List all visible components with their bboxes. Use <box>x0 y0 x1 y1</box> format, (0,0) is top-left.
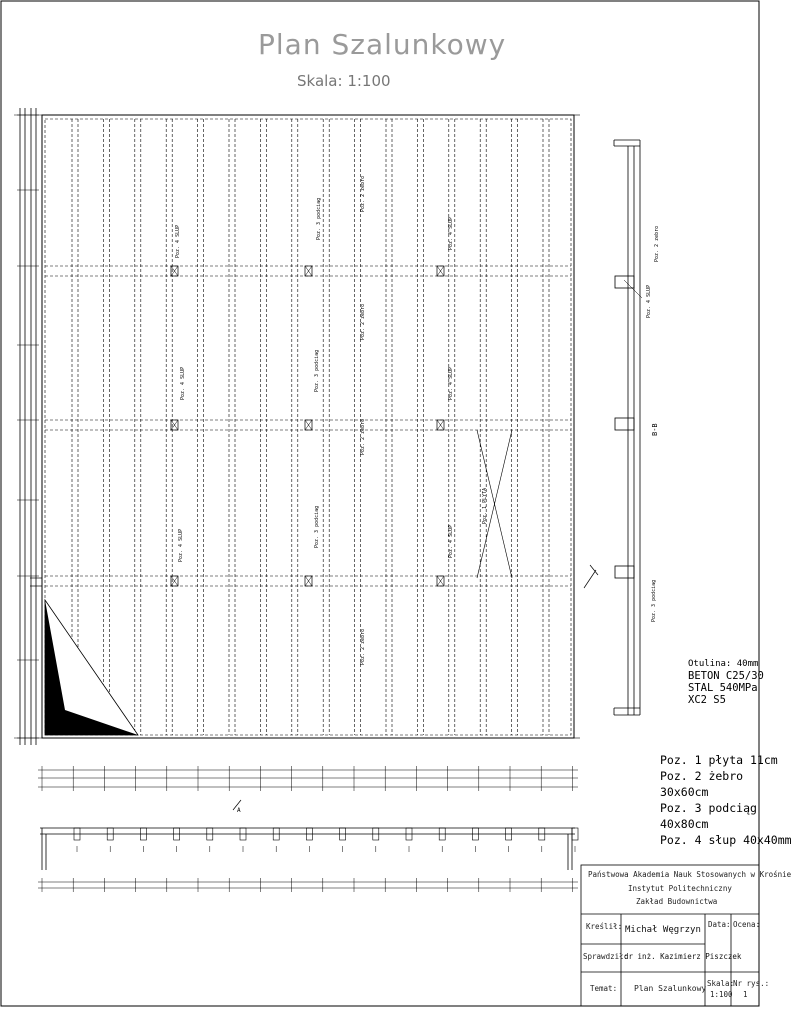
position-list <box>660 752 792 848</box>
drawn-by-label: Kreślił: <box>586 922 623 931</box>
steel-note: STAL 540MPa <box>688 682 758 694</box>
plan-label: Poz. 2 zebro <box>360 303 366 340</box>
rib-lines <box>72 119 549 735</box>
department-name: Zakład Budownictwa <box>636 897 718 906</box>
material-notes <box>688 658 764 706</box>
plan-label: Poz. 3 podciag <box>316 197 322 240</box>
scale-label: Skala: 1:100 <box>297 72 391 90</box>
section-b-b <box>614 140 660 715</box>
section-label: B-B <box>651 423 659 436</box>
exposure-note: XC2 S5 <box>688 694 726 706</box>
plan-label: Poz. 4 SLUP <box>178 528 184 562</box>
drawing-number-value: 1 <box>743 990 748 999</box>
section-a-a <box>38 766 578 892</box>
position-item: 40x80cm <box>660 817 709 831</box>
drawing-number-label: Nr rys.: <box>733 979 770 988</box>
sheet-border <box>1 1 759 1006</box>
subject-value: Plan Szalunkowy <box>634 984 707 993</box>
plan-label: Poz. 4 SLUP <box>175 224 181 258</box>
plan-label: Poz. 3 podciag <box>314 505 320 548</box>
section-annotation: Poz. 3 podciag <box>651 579 657 622</box>
position-item: 30x60cm <box>660 785 709 799</box>
column-markers <box>171 266 444 586</box>
date-label: Data: <box>708 920 731 929</box>
plan-label: Poz. 4 SLUP <box>448 366 454 400</box>
cover-note: Otulina: 40mm <box>688 659 759 669</box>
plan-label: Poz. 4 SLUP <box>448 216 454 250</box>
plan-annotations <box>175 176 488 665</box>
institute-name: Instytut Politechniczny <box>628 884 732 893</box>
subject-label: Temat: <box>590 984 618 993</box>
position-item: Poz. 3 podciąg <box>660 801 757 815</box>
institution-name: Państwowa Akademia Nauk Stosowanych w Krośnie <box>588 870 792 879</box>
cut-mark: A <box>237 807 241 814</box>
formwork-plan <box>14 108 598 745</box>
scale-block-value: 1:100 <box>710 990 733 999</box>
plan-label: Poz. 4 SLUP <box>448 524 454 558</box>
checked-by-label: Sprawdził: <box>583 952 629 961</box>
plan-label: Poz. 2 zebro <box>360 418 366 455</box>
position-item: Poz. 1 płyta 11cm <box>660 753 778 767</box>
drawing-title: Plan Szalunkowy <box>258 28 507 61</box>
plan-label: Poz. 1 PLYTA <box>482 487 488 524</box>
position-item: Poz. 2 żebro <box>660 769 744 783</box>
section-annotation: Poz. 4 SLUP <box>646 284 652 318</box>
checked-by-value: dr inż. Kazimierz Piszczek <box>624 952 742 961</box>
plan-label: Poz. 2 zebro <box>360 628 366 665</box>
scale-block-label: Skala: <box>707 979 735 988</box>
drawn-by-value: Michał Węgrzyn <box>625 925 701 935</box>
grade-label: Ocena: <box>733 920 761 929</box>
plan-label: Poz. 2 zebro <box>360 175 366 212</box>
position-item: Poz. 4 słup 40x40mm <box>660 833 792 847</box>
concrete-note: BETON C25/30 <box>688 670 764 682</box>
plan-label: Poz. 3 podciag <box>314 349 320 392</box>
section-annotation: Poz. 2 zebro <box>654 225 660 262</box>
plan-label: Poz. 4 SLUP <box>180 366 186 400</box>
